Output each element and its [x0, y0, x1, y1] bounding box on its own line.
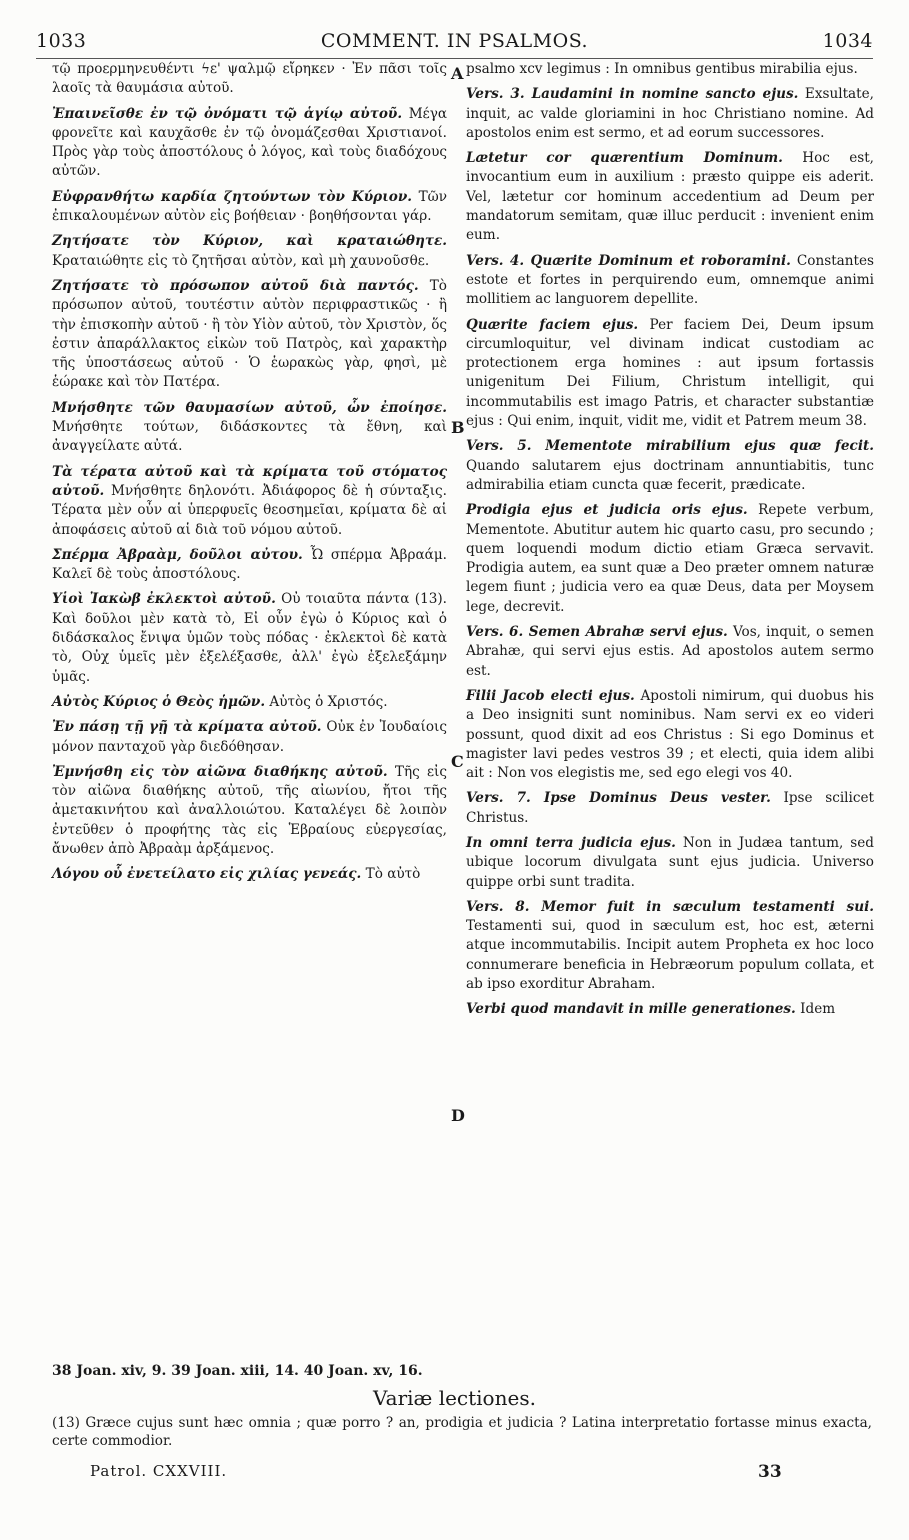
greek-paragraph [52, 865, 447, 884]
latin-text: Quando salutarem ejus doctrinam annuntiabitis, tunc admirabilia etiam cuncta quæ fecerit, prædicate. [466, 457, 874, 493]
latin-column [466, 60, 874, 1026]
greek-lemma: Σπέρμα Ἀβραὰμ, δοῦλοι αὐτου. [52, 546, 303, 563]
latin-text: Testamenti sui, quod in sæculum est, hoc est, æterni atque incommutabilis. Incipit autem Propheta ex hoc loco connumerare beneficia in Hebræorum populum collata, et ab ipso exorditur Abraham. [466, 918, 874, 993]
latin-paragraph [466, 252, 874, 310]
footnotes: 38 Joan. xiv, 9. 39 Joan. xiii, 14. 40 Joan. xv, 16. [52, 1363, 423, 1379]
latin-lemma: Quærite faciem ejus. [466, 316, 639, 333]
greek-text: Μέγα φρονεῖτε καὶ καυχᾶσθε ἐν τῷ ὀνομάζεσθαι Χριστιανοί. Πρὸς γὰρ τοὺς ἀποστόλους ὁ λόγος, καὶ τοὺς διαδόχους αὐτῶν. [52, 105, 447, 180]
latin-paragraph [466, 898, 874, 994]
greek-lemma: Ἐπαινεῖσθε ἐν τῷ ὀνόματι τῷ ἁγίῳ αὐτοῦ. [52, 105, 403, 122]
footer-sheet-number: 33 [758, 1462, 782, 1482]
latin-lemma: Vers. 6. Semen Abrahæ servi ejus. [466, 624, 728, 641]
latin-paragraph [466, 623, 874, 681]
latin-text: Constantes estote et fortes in perquirendo eum, omnemque animi mollitiem ac languorem depellite. [466, 252, 874, 308]
greek-text: τῷ προερμηνευθέντι ϟε' ψαλμῷ εἴρηκεν · Ἐν πᾶσι τοῖς λαοῖς τὰ θαυμάσια αὐτοῦ. [52, 61, 447, 97]
greek-lemma: Μνήσθητε τῶν θαυμασίων αὐτοῦ, ὧν ἐποίησε. [52, 399, 447, 416]
latin-paragraph [466, 789, 874, 828]
greek-paragraph [52, 763, 447, 859]
greek-text: Ὦ σπέρμα Ἀβραάμ. Καλεῖ δὲ τοὺς ἀποστόλους. [52, 546, 447, 583]
latin-paragraph [466, 60, 874, 79]
latin-lemma: Vers. 4. Quærite Dominum et roboramini. [466, 252, 791, 269]
greek-paragraph [52, 232, 447, 271]
margin-letter-b: B [451, 418, 465, 437]
latin-text: Per faciem Dei, Deum ipsum circumloquitur, vel divinam indicat custodiam ac protectionem erga homines : aut ipsum fortassis unigenitum Dei Filium, Christum intelligit, qui incommutabilis est imago Patris, et character substantiæ ejus : Qui enim, inquit, vidit me, vidit et Patrem meum 38. [466, 316, 874, 430]
greek-column [52, 60, 447, 891]
greek-text: Κραταιώθητε εἰς τὸ ζητῆσαι αὐτὸν, καὶ μὴ χαυνοῦσθε. [52, 252, 430, 269]
latin-paragraph [466, 316, 874, 432]
latin-text: Idem [800, 1001, 836, 1018]
footer-patrol: Patrol. CXXVIII. [90, 1462, 228, 1480]
header-rule [36, 58, 873, 59]
latin-paragraph [466, 85, 874, 143]
latin-text: Ipse scilicet Christus. [466, 790, 874, 826]
latin-paragraph [466, 687, 874, 783]
latin-lemma: Filii Jacob electi ejus. [466, 687, 635, 704]
greek-paragraph [52, 546, 447, 585]
latin-paragraph [466, 437, 874, 495]
latin-paragraph [466, 834, 874, 892]
variae-lectiones-text: (13) Græce cujus sunt hæc omnia ; quæ porro ? an, prodigia et judicia ? Latina interpretatio fortasse minus exacta, certe commodior. [52, 1415, 872, 1449]
latin-lemma: Vers. 3. Laudamini in nomine sancto ejus. [466, 86, 799, 103]
greek-text: Τὸ αὐτὸ [365, 866, 421, 883]
greek-paragraph [52, 399, 447, 457]
variae-lectiones-title: Variæ lectiones. [373, 1386, 536, 1410]
latin-lemma: Vers. 7. Ipse Dominus Deus vester. [466, 790, 771, 807]
greek-paragraph [52, 105, 447, 182]
latin-lemma: Verbi quod mandavit in mille generationes. [466, 1001, 796, 1018]
greek-paragraph [52, 718, 447, 757]
greek-text: Μνήσθητε δηλονότι. Ἀδιάφορος δὲ ἡ σύνταξις. Τέρατα μὲν οὖν αἱ ὑπερφυεῖς θεοσημεῖαι, κρίματα δὲ αἱ ἀποφάσεις αὐτοῦ αἱ διὰ τοῦ νόμου αὐτοῦ. [52, 482, 447, 538]
latin-paragraph [466, 501, 874, 617]
latin-text: Apostoli nimirum, qui duobus his a Deo insigniti sunt nominibus. Nam servi ex eo videri possunt, quod dixit ad eos Christus : Si ego Dominus et magister lavi pedes vestros 39 ; et electi, quia idem alibi ait : Non vos elegistis me, sed ego elegi vos 40. [466, 687, 874, 782]
latin-text: Vos, inquit, o semen Abrahæ, qui servi ejus estis. Ad apostolos autem sermo est. [466, 624, 874, 679]
greek-lemma: Τὰ τέρατα αὐτοῦ καὶ τὰ κρίματα τοῦ στόματος αὐτοῦ. [52, 463, 447, 499]
greek-lemma: Υἱοὶ Ἰακὼβ ἐκλεκτοὶ αὐτοῦ. [52, 591, 276, 608]
greek-paragraph [52, 60, 447, 99]
margin-letter-c: C [451, 752, 464, 771]
greek-text: Οὐ τοιαῦτα πάντα (13). Καὶ δοῦλοι μὲν κατὰ τὸ, Εἰ οὖν ἐγὼ ὁ Κύριος καὶ ὁ διδάσκαλος ἔνιψα ὑμῶν τοὺς πόδας · ἐκλεκτοὶ δὲ κατὰ τὸ, Οὐχ ὑμεῖς μὲν ἐξελέξασθε, ἀλλ' ἐγὼ ἐξελεξάμην ὑμᾶς. [52, 591, 448, 685]
latin-lemma: In omni terra judicia ejus. [466, 834, 676, 851]
page-header [36, 30, 873, 60]
greek-lemma: Λόγου οὗ ἐνετείλατο εἰς χιλίας γενεάς. [52, 866, 362, 883]
latin-text: Repete verbum, Mementote. Abutitur autem hic quarto casu, pro secundo ; quem loquendi modum dictio etiam Græca servavit. Prodigia autem, ea sunt quæ a Deo præter omnem naturæ legem fiunt ; judicia vero ea quæ Deus, data per Moysem lege, decrevit. [466, 502, 874, 615]
greek-text: Αὐτὸς ὁ Χριστός. [269, 693, 388, 710]
greek-text: Τὸ πρόσωπον αὐτοῦ, τουτέστιν αὐτὸν περιφραστικῶς · ἢ τὴν ἐπισκοπὴν αὐτοῦ · ἢ τὸν Υἱὸν αὐτοῦ, τὸν Χριστὸν, ὅς ἐστιν ἀπαράλλακτος εἰκὼν τοῦ Πατρὸς, καὶ χαρακτὴρ τῆς ὑποστάσεως αὐτοῦ · Ὁ ἑωρακὼς γὰρ, φησὶ, μὲ ἑώρακε καὶ τὸν Πατέρα. [52, 277, 447, 391]
greek-text: Τῶν ἐπικαλουμένων αὐτὸν εἰς βοήθειαν · βοηθήσονται γάρ. [52, 188, 447, 225]
latin-lemma: Vers. 8. Memor fuit in sæculum testamenti sui. [466, 898, 874, 915]
greek-paragraph [52, 693, 447, 712]
latin-text: Exsultate, inquit, ac valde gloriamini in hoc Christiano nomine. Ad apostolos enim est sermo, et ad eorum successores. [466, 86, 874, 141]
latin-text: Non in Judæa tantum, sed ubique locorum divulgata sunt ejus judicia. Universo quippe orbi sunt tradita. [466, 834, 874, 890]
latin-paragraph [466, 1000, 874, 1019]
greek-text: Μνήσθητε τούτων, διδάσκοντες τὰ ἔθνη, καὶ ἀναγγείλατε αὐτά. [52, 419, 447, 455]
greek-lemma: Ζητήσατε τὸν Κύριον, καὶ κραταιώθητε. [52, 233, 447, 250]
greek-paragraph [52, 463, 447, 540]
greek-lemma: Ἐμνήσθη εἰς τὸν αἰῶνα διαθήκης αὐτοῦ. [52, 763, 388, 780]
latin-text: psalmo xcv legimus : In omnibus gentibus mirabilia ejus. [466, 61, 858, 77]
latin-lemma: Lætetur cor quærentium Dominum. [466, 150, 783, 167]
running-title: COMMENT. IN PSALMOS. [320, 30, 589, 52]
latin-lemma: Vers. 5. Mementote mirabilium ejus quæ fecit. [466, 438, 874, 455]
latin-text: Hoc est, invocantium eum in auxilium : præsto quippe eis aderit. Vel, lætetur cor hominum accedentium ad Deum per mandatorum semitam, quæ illuc perducit : invenient enim eum. [466, 150, 875, 244]
greek-paragraph [52, 277, 447, 393]
greek-text: Τῆς εἰς τὸν αἰῶνα διαθήκης αὐτοῦ, τῆς αἰωνίου, ἤτοι τῆς ἀμετακινήτου καὶ ἀναλλοιώτου. Καταλέγει δὲ λοιπὸν ἐντεῦθεν ὁ προφήτης τὰς εἰς Ἑβραίους εὐεργεσίας, ἄνωθεν ἀπὸ Ἀβραὰμ ἀρξάμενος. [52, 763, 447, 857]
greek-text: Οὐκ ἐν Ἰουδαίοις μόνον πανταχοῦ γὰρ διεδόθησαν. [52, 719, 447, 755]
latin-lemma: Prodigia ejus et judicia oris ejus. [466, 502, 748, 519]
greek-paragraph [52, 188, 447, 227]
greek-paragraph [52, 590, 447, 686]
margin-letter-a: A [451, 64, 464, 83]
greek-lemma: Ζητήσατε τὸ πρόσωπον αὐτοῦ διὰ παντός. [52, 277, 419, 294]
left-page-number: 1033 [36, 30, 87, 52]
greek-lemma: Αὐτὸς Κύριος ὁ Θεὸς ἡμῶν. [52, 693, 266, 710]
latin-paragraph [466, 149, 874, 245]
greek-lemma: Εὐφρανθήτω καρδία ζητούντων τὸν Κύριον. [52, 188, 413, 205]
right-page-number: 1034 [822, 30, 873, 52]
margin-letter-d: D [451, 1106, 465, 1125]
greek-lemma: Ἐν πάσῃ τῇ γῇ τὰ κρίματα αὐτοῦ. [52, 719, 322, 736]
